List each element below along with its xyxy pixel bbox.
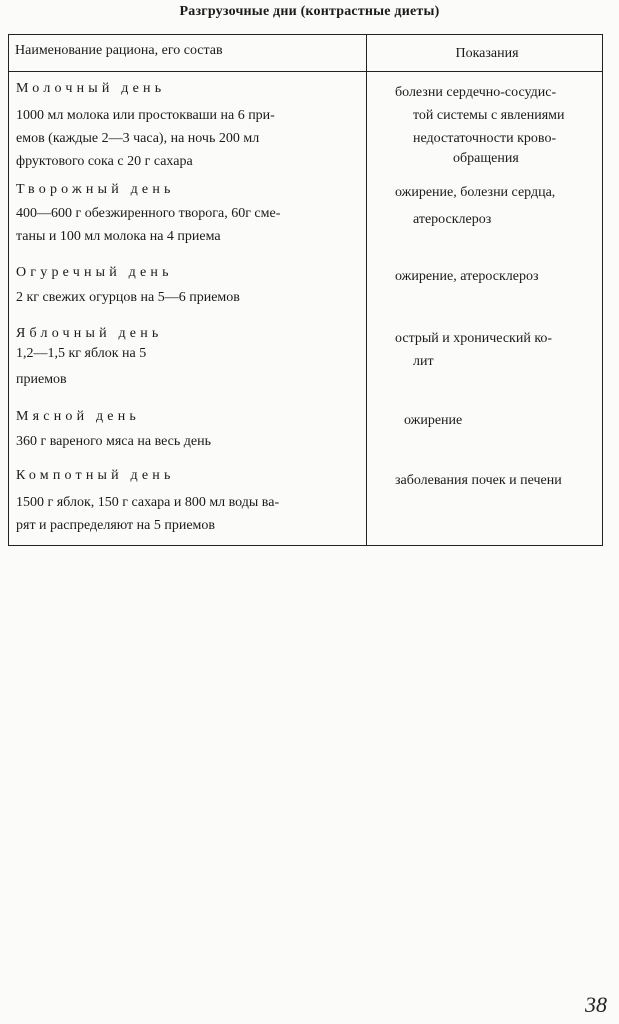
header-name-composition: Наименование рациона, его состав [15, 43, 223, 58]
diet-name: Огуречный день [16, 265, 173, 280]
indication-line: ожирение, болезни сердца, [395, 185, 556, 200]
diet-name: Мясной день [16, 409, 140, 424]
table-row-curd-left [16, 178, 356, 248]
indication-line: той системы с явлениями [413, 108, 565, 123]
diet-composition-line: 1500 г яблок, 150 г сахара и 800 мл воды ва- [16, 495, 280, 510]
indication-line: заболевания почек и печени [395, 473, 562, 488]
indication-line: лит [413, 354, 434, 369]
diet-table [8, 34, 603, 546]
indication-line: ожирение, атеросклероз [395, 269, 539, 284]
table-row-milk-right [395, 81, 604, 170]
diet-name: Творожный день [16, 182, 175, 197]
header-divider [9, 71, 602, 72]
indication-line: ожирение [404, 413, 463, 428]
diet-composition-line: приемов [16, 372, 67, 387]
indication-line: обращения [453, 151, 519, 166]
diet-name: Яблочный день [16, 326, 163, 341]
table-row-apple-left [16, 324, 356, 391]
diet-composition-line: 1,2—1,5 кг яблок на 5 [16, 346, 147, 361]
table-row-meat-left [16, 405, 356, 453]
diet-composition-line: рят и распределяют на 5 приемов [16, 518, 216, 533]
table-row-cucumber-right [395, 265, 604, 288]
page-number: 38 [585, 992, 607, 1017]
diet-composition-line: 400—600 г обезжиренного творога, 60г сме- [16, 206, 281, 221]
diet-name: Молочный день [16, 81, 166, 96]
indication-line: острый и хронический ко- [395, 331, 553, 346]
diet-name: Компотный день [16, 468, 175, 483]
diet-composition-line: 2 кг свежих огурцов на 5—6 приемов [16, 290, 240, 305]
table-row-compote-left [16, 464, 356, 537]
table-row-compote-right [395, 469, 604, 492]
diet-composition-line: емов (каждые 2—3 часа), на ночь 200 мл [16, 131, 260, 146]
indication-line: болезни сердечно-сосудис- [395, 85, 557, 100]
diet-composition-line: 360 г вареного мяса на весь день [16, 434, 211, 449]
diet-composition-line: таны и 100 мл молока на 4 приема [16, 229, 221, 244]
indication-line: атеросклероз [413, 212, 492, 227]
table-row-curd-right [395, 181, 604, 231]
diet-composition-line: фруктового сока с 20 г сахара [16, 154, 193, 169]
header-indications: Показания [455, 46, 519, 61]
page-title: Разгрузочные дни (контрастные диеты) [179, 4, 440, 19]
table-row-cucumber-left [16, 261, 356, 309]
table-row-meat-right [399, 409, 604, 432]
table-row-milk-left [16, 77, 356, 173]
column-divider [366, 35, 367, 545]
table-row-apple-right [395, 327, 604, 373]
indication-line: недостаточности крово- [413, 131, 557, 146]
diet-composition-line: 1000 мл молока или простокваши на 6 при- [16, 108, 275, 123]
